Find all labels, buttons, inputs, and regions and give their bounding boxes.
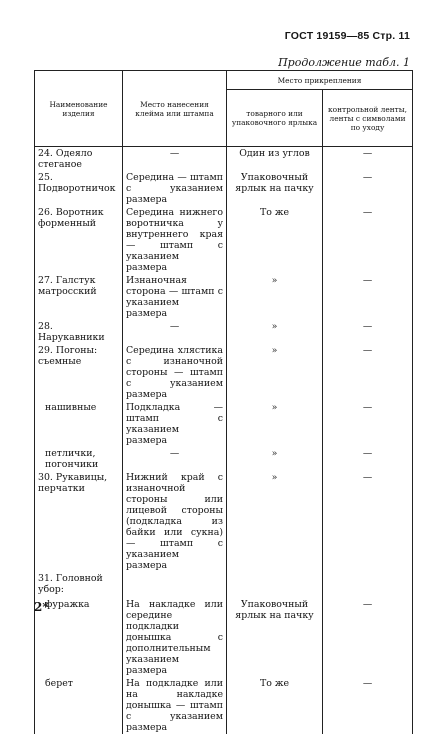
cell-control-tape: — [323,344,413,401]
cell-control-tape: — [323,147,413,172]
table-row [35,344,413,401]
table-row [35,147,413,172]
table-row [35,206,413,274]
cell-stamp-place: Подкладка — штамп с указанием размера [123,401,227,447]
cell-control-tape: — [323,677,413,734]
cell-stamp-place: — [123,447,227,471]
cell-stamp-place: — [123,147,227,172]
cell-control-tape: — [323,401,413,447]
header-control-tape: контрольной ленты, ленты с символами по уходу [323,90,413,147]
table-continuation-label: Продолжение табл. 1 [278,56,410,69]
cell-goods-label: То же [227,677,323,734]
page-number: 2* [34,600,49,614]
cell-control-tape [323,572,413,598]
cell-product-name: 25. Подворотничок [35,171,123,206]
cell-goods-label: То же [227,206,323,274]
cell-product-name: нашивные [35,401,123,447]
cell-control-tape: — [323,274,413,320]
cell-stamp-place: Изнаночная сторона — штамп с указанием размера [123,274,227,320]
cell-goods-label: » [227,320,323,344]
table-row [35,471,413,572]
cell-goods-label: » [227,344,323,401]
cell-stamp-place: На накладке или середине подкладки донышка с дополнительным указанием размера [123,598,227,677]
cell-product-name: фуражка [35,598,123,677]
cell-goods-label: » [227,447,323,471]
table-row [35,320,413,344]
cell-goods-label [227,572,323,598]
cell-goods-label: » [227,471,323,572]
table-row [35,598,413,677]
cell-product-name: 24. Одеяло стеганое [35,147,123,172]
cell-control-tape: — [323,471,413,572]
cell-product-name: берет [35,677,123,734]
table-row [35,677,413,734]
cell-goods-label: Упаковочный ярлык на пачку [227,598,323,677]
cell-goods-label: » [227,401,323,447]
cell-stamp-place: Нижний край с изнаночной стороны или лицевой стороны (подкладка из байки или сукна) — штамп с указанием размера [123,471,227,572]
header-product-name: Наименование изделия [35,71,123,147]
cell-goods-label: » [227,274,323,320]
cell-product-name: 29. Погоны: съемные [35,344,123,401]
table-row [35,274,413,320]
page-header: ГОСТ 19159—85 Стр. 11 [284,30,410,42]
cell-control-tape: — [323,320,413,344]
cell-product-name: 26. Воротник форменный [35,206,123,274]
cell-stamp-place: — [123,320,227,344]
cell-control-tape: — [323,447,413,471]
cell-product-name: 30. Рукавицы, перчатки [35,471,123,572]
cell-product-name: 27. Галстук матросский [35,274,123,320]
table-row [35,401,413,447]
table-row [35,447,413,471]
cell-stamp-place: Середина хлястика с изнаночной стороны — штамп с указанием размера [123,344,227,401]
cell-control-tape: — [323,598,413,677]
header-stamp-place: Место нанесения клейма или штампа [123,71,227,147]
gost-table [34,70,413,734]
table-row [35,171,413,206]
cell-product-name: петлички, погончики [35,447,123,471]
cell-stamp-place [123,572,227,598]
header-goods-label: товарного или упаковочного ярлыка [227,90,323,147]
header-attach-place: Место прикрепления [227,71,413,90]
cell-stamp-place: Середина — штамп с указанием размера [123,171,227,206]
cell-product-name: 28. Нарукавники [35,320,123,344]
cell-control-tape: — [323,171,413,206]
cell-stamp-place: Середина нижнего воротничка у внутреннего края — штамп с указанием размера [123,206,227,274]
cell-goods-label: Упаковочный ярлык на пачку [227,171,323,206]
table-row [35,572,413,598]
cell-control-tape: — [323,206,413,274]
cell-goods-label: Один из углов [227,147,323,172]
cell-stamp-place: На подкладке или на накладке донышка — штамп с указанием размера [123,677,227,734]
cell-product-name: 31. Головной убор: [35,572,123,598]
